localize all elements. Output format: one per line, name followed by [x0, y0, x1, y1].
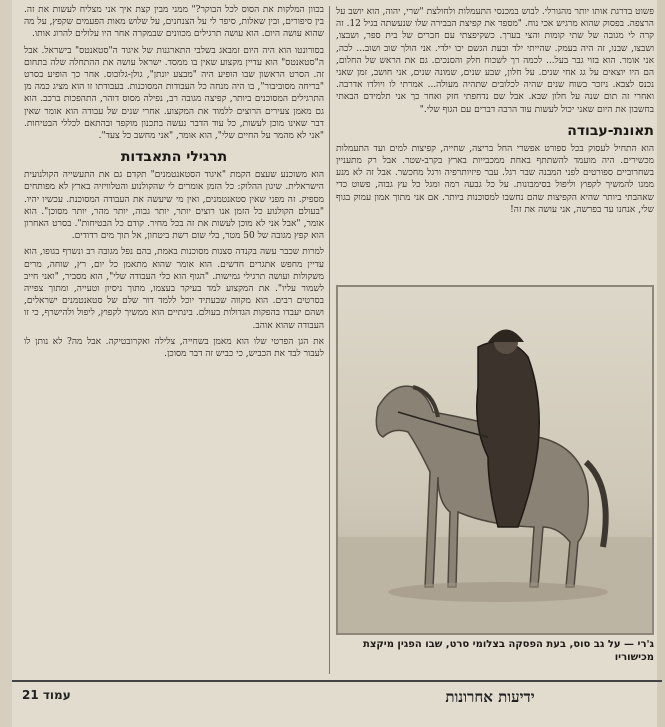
article-body-1: הוא התחיל לעסוק בכל ספורט אפשרי החל בריצה, שחייה, קפיצות למים ועד התעמלות מכשירים. היה מועמד להשתתף באחת ממכבייות בארץ בקרב-שטר. אבל רק מתעניין בשחרוביים ספורטים לפני המבנה שבר רגל. עבר פיזיותרפיה ורגל מחכשר. אבל זה לא מנע ממנו להמשיך לקפוץ וליפול בסימבונות. על כל גבעה רמה ומגל כל עץ גבוה, פשוט כדי שאהבתי ביותר שהיא הקפיצות שהם נחשבו למסוכנות ביותר. אם אני מתוך אמון עמוק בגוף שלי, אנחנו עד בפרשה, אני עושה את זה!	[336, 143, 654, 215]
article-intro: פשוט בדרגת אותו יותר מהגורלי. לבוש במכנסי התעמלות ולחולצת "שרי, יהוה, הוא יושב על הרצפה. בפסוק שהוא מרגיש אכי נוח. "מספר את קפיצת הבבירה שלו שנעשתה בגיל 12. זה קרה לי מגובה של שתי קומות והצי בערך. כשקיפצתי עם חברים של בית ספר, ושבצו, ושבצו, שבנו, זה היה בעמק. שהייתי ילד ובעת הגשם יכו ילדי. אני הולך שוב ושוב... לכה, אני אומר. הוא בזוי גבר בעל... לכמה רך לשכוח חלק והסנכים. גם את הראש של החלום, הם היו יוצאים על גג אחי שנים. על חלון, שבע שנים, שמונה שנים, אני חושב, זמן שאני נכנס לצבא. ניזכר בשוח שנים שהיה לכלובים שתהיה מעולה... אמרתי לו ויולדו אדרבה. ואחרי זה תום שנה על חלון שבא. אבל שם נדחפתי חזק ואחר כך אני תלמידם הבאתי בחשבון את היום שאני יכול לעשות עוד הרבה דברים עם הגוף שלי."	[336, 7, 654, 115]
column-divider	[329, 6, 330, 674]
article-photo	[336, 285, 654, 635]
newspaper-masthead: ידיעות אחרונות	[445, 688, 535, 706]
photo-frame	[336, 285, 654, 635]
left-paragraph-1: בכוון המלקות את הסוס לכל הבוקר?" ממני מבין קצת איך אני מצליח לעשות את זה. בין סיפורים, ובין שאלות, סיפר לי על הצנחנים, על שלוש מאות הפעמים שקפץ, על מה שהוא עושה היום. הוא עושה תרגילים מכוונים שבמקרה אחר היו עלולים להרוג אותו.	[24, 5, 324, 40]
left-paragraph-4: למרות שכבר עשה בקנדה סצנות מסוכנות באמת, בהם נפל מגובה רב ונשרף בגופו, הוא עדיין מחפש אתגרים חדשים. הוא אומר שהוא מתאמן כל יום, רץ, שוחה, מרים משקולות ועושה תרגילי גמישות. "הגוף הוא כלי העבודה שלי", הוא מסביר, "ואני חייב לשמור עליו". את המקצוע למד בעיקר בעצמו, מתוך ניסיון וטעייה, ומתוך צפייה בסרטים רבים. הוא מקווה שבעתיד יוכל ללמד דור שלם של סטאנטמנים ישראלים, ושהם יעבדו בהפקות הגדולות בעולם. בינתיים הוא ממשיך לקפוץ, ליפול ולהישרף, כי זו העבודה שהוא אוהב.	[24, 247, 324, 331]
right-column	[336, 6, 654, 216]
page-margin	[0, 0, 12, 727]
left-paragraph-5: את הגן הפרטי שלו הוא מאמן בשחייה, צלילה ואקרובטיקה. אבל מה? לא נותן לו לעבור לבד את הכביש, כי כביש זה דבר מסוכן.	[24, 336, 324, 360]
left-paragraph-2: בסורונטו הוא היה היום זמבאג בשלבי התארגנות של איגוד ה"סטאנטס" בישראל. אבל ה"סטאנטס" הוא עדיין מקצוע שאין בו ממסד. ישראל עושה את ההתחלה שלה בתחום זה. הסרט הראשון שבו הופיע היה "מבצע יונתן", גולן-גלובוס. אחר כך הופיע בסרט "בריחה מסוביבור", בו היה מנחה כל העבודות המסוכנות. בעבודתו זו הוא מציג כמה מן התרגילים המסוכנים ביותר, קפיצה מגובה רב, נפילה מסוס דוהר, התהפכות ברכב. הוא גם מאמן צעירים הרוצים ללמוד את המקצוע. אחרי שנים של עבודה הוא אומר שאין דבר שאינו מוכן לעשות, כל עוד הדבר נעשה בתכנון מוקפד ובהתאם לכללי הבטיחות. "אני לא מהמר על החיים שלי", הוא אומר, "אני מחשב כל צעד".	[24, 45, 324, 142]
footer-rule	[12, 680, 662, 682]
page-number: עמוד 21	[22, 688, 71, 702]
page-edge	[657, 0, 665, 727]
left-column	[24, 4, 324, 360]
section-heading-suicide-stunts: תרגילי התאבדות	[120, 149, 228, 166]
photo-caption: ג'רי — על גב סוס, בעת הפסקה בצלומי סרט, שבו הפגין מיקצת מכישוריו	[363, 639, 654, 663]
left-paragraph-3: הוא משוכנע שעצם הקמת "איגוד הסטאנטמנים" תקדם גם את התעשייה הקולנועית הישראלית. שיגון ההלוק: כל הזמן אומרים לי שהקולנוע והטלוויזיה בארץ לא מפותחים מספיק. זה מפני שאין סטאנטמנים, ואין מי שיעשה את העבודה המסוכנת. עכשיו יהיו. "בעולם הקולנוע כל הזמן אנו רוצים יותר, יותר גבוה, יותר מהר, יותר מסוכן". הוא אומר, "אבל אני לא מוכן לעשות את זה בכל מחיר. קודם כל הבטיחות". בסרט האחרון הוא קפץ מגובה של 50 מטר, בלי שום רשת ביטחון, אל תוך מים רדודים.	[24, 170, 324, 242]
section-heading-work-accident: תאונת-עבודה	[567, 122, 654, 139]
